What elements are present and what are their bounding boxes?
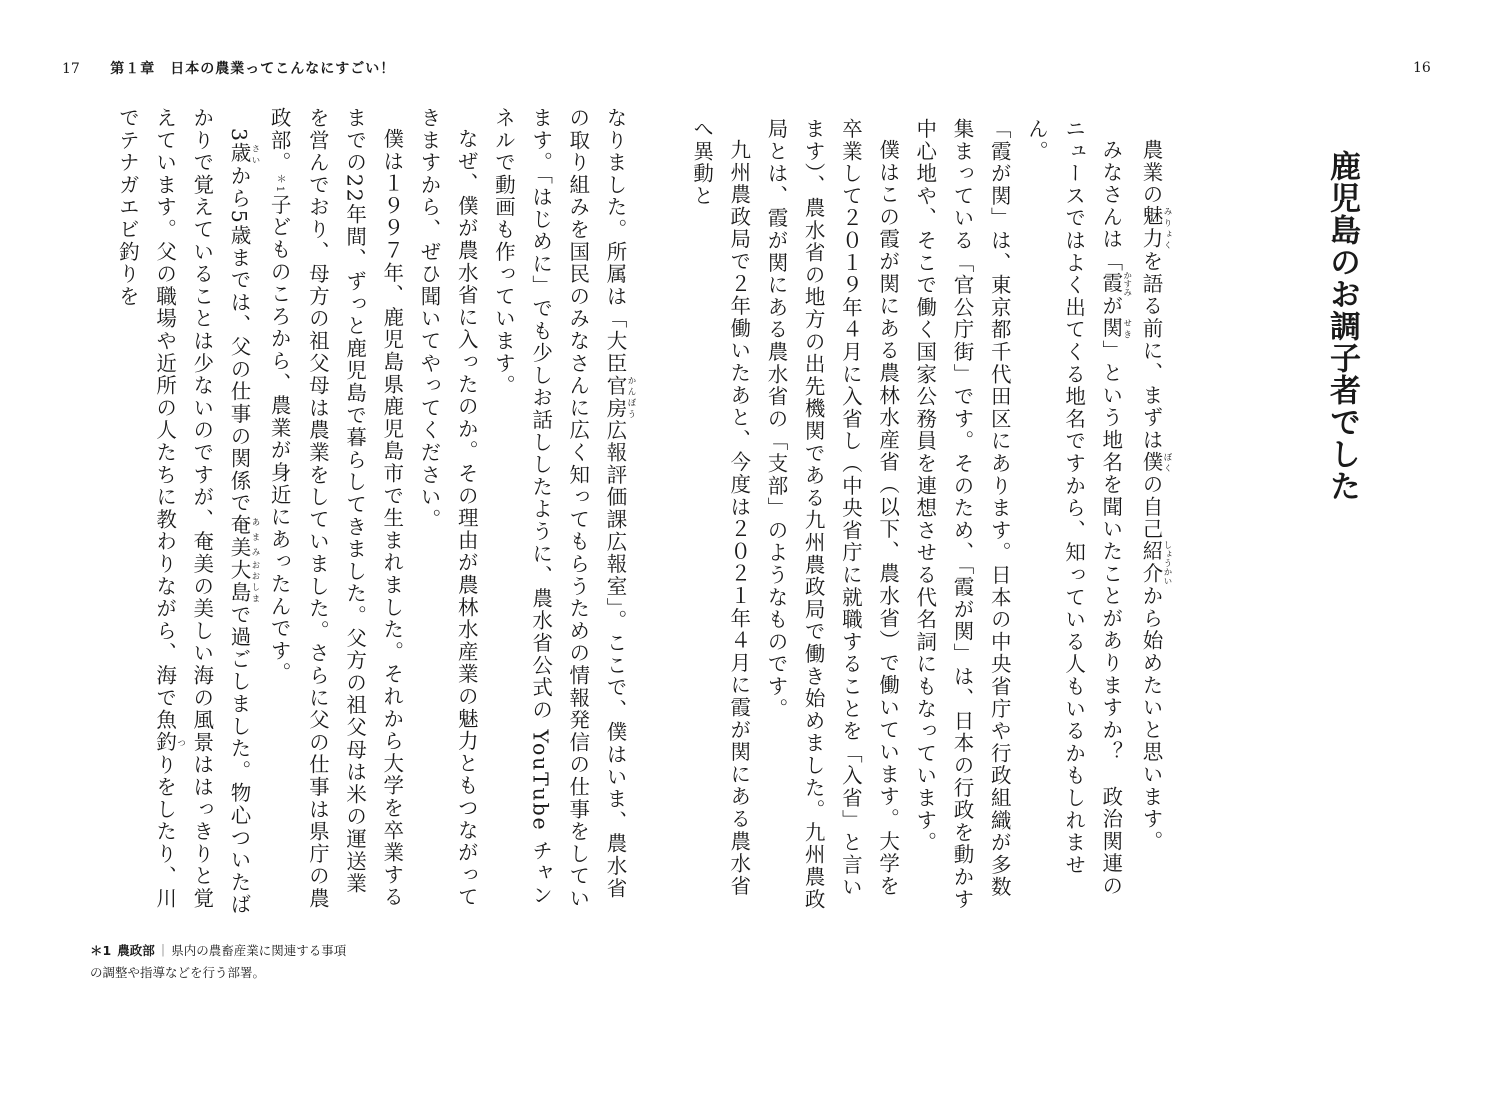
paragraph: 「霞が関」は、東京都千代田区にあります。日本の中央省庁や行政組織が多数集まっている「官公庁街」です。そのため、「霞が関」は、日本の行政を動かす中心地や、そこで働く国家公務員を連想させる代名詞にもなっています。 bbox=[912, 118, 1012, 911]
paragraph: 3歳 さいから5歳までは、父の仕事の関係で奄美 あまみ大島 おおしまで過ごしました。物心ついたばかりで覚えていることは少ないのですが、奄美の美しい海の風景ははっきりと覚えています。父の職場や近所の人たちに教わりながら、海で魚釣 つりをしたり、川でテナガエビ釣りを bbox=[115, 107, 260, 916]
footnote-mark: ＊1 bbox=[90, 943, 112, 958]
paragraph: なりました。所属は「大臣官房 かんぼう広報評価課広報室」。ここで、僕はいま、農水省の取り組みを国民のみなさんに広く知ってもらうための情報発信の仕事をしています。「はじめに」でも少しお話ししたように、農水省公式の YouTube チャンネルで動画も作っています。 bbox=[491, 107, 636, 910]
left-page-number: 17 bbox=[62, 61, 80, 77]
paragraph: 九州農政局で２年働いたあと、今度は２０２１年４月に霞が関にある農水省へ異動と bbox=[689, 118, 751, 897]
footnote-reference: ＊1 bbox=[274, 173, 286, 194]
footnote-text: 県内の農畜産業に関連する事項の調整や指導などを行う部署。 bbox=[90, 943, 347, 980]
section-heading: 鹿児島のお調子者でした bbox=[1324, 150, 1360, 502]
paragraph: 農業の魅力 みりょくを語る前に、まずは僕 ぼくの自己紹介 しょうかいから始めたいと思います。 bbox=[1139, 138, 1172, 853]
footnote bbox=[90, 940, 350, 984]
running-header bbox=[62, 58, 395, 78]
right-page-number: 16 bbox=[1413, 60, 1431, 76]
footnote-separator: ｜ bbox=[156, 943, 170, 958]
paragraph: 僕は１９９７年、鹿児島県鹿児島市で生まれました。それから大学を卒業するまでの22年間、ずっと鹿児島で暮らしてきました。父方の祖父母は米の運送業を営んでおり、母方の祖父母は農業をしていました。さらに父の仕事は県庁の農政部。＊1子どものころから、農業が身近にあったんです。 bbox=[267, 107, 404, 910]
paragraph: 僕はこの霞が関にある農林水産省（以下、農水省）で働いています。大学を卒業して２０１９年４月に入省し（中央省庁に就職することを「入省」と言います）、農水省の地方の出先機関である九州農政局で働き始めました。九州農政局とは、霞が関にある農水省の「支部」のようなものです。 bbox=[763, 118, 900, 911]
right-page-body bbox=[689, 118, 1172, 918]
chapter-title: 第１章 日本の農業ってこんなにすごい！ bbox=[110, 61, 396, 77]
paragraph: なぜ、僕が農水省に入ったのか。その理由が農林水産業の魅力ともつながってきますから、ぜひ聞いてやってください。 bbox=[416, 107, 479, 908]
paragraph: みなさんは「霞 かすみが関 せき」という地名を聞いたことがありますか？ 政治関連のニュースではよく出てくる地名ですから、知っている人もいるかもしれません。 bbox=[1024, 118, 1132, 897]
footnote-term: 農政部 bbox=[117, 943, 155, 958]
left-page-body bbox=[88, 107, 636, 917]
